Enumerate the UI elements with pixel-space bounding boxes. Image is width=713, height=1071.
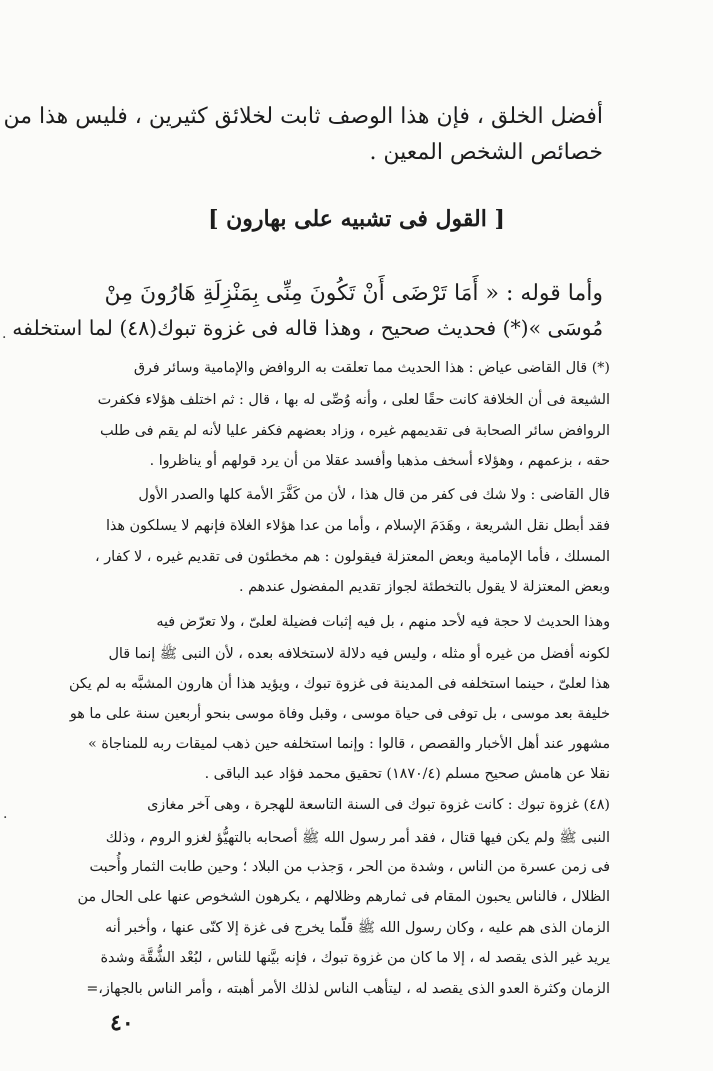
text-line: مُوسَى »(*) فحديث صحيح ، وهذا قاله فى غزوة تبوك(٤٨) لما استخلفه	[12, 316, 603, 340]
text-line: وأما قوله : « أَمَا تَرْضَى أَنْ تَكُونَ مِنِّى بِمَنْزِلَةِ هَارُونَ مِنْ	[104, 281, 603, 306]
section-heading: [ القول فى تشبيه على بهارون ]	[208, 206, 505, 232]
footnote-line: المسلك ، فأما الإمامية وبعض المعتزلة فيقولون : هم مخطئون فى تقديم غيره ، لا كفار ،	[95, 549, 610, 565]
footnote-line: قال القاضى : ولا شك فى كفر من قال هذا ، لأن من كَفَّرَ الأمة كلها والصدر الأول	[138, 487, 610, 503]
text-line: خصائص الشخص المعين .	[369, 140, 603, 165]
footnote-line: فقد أبطل نقل الشريعة ، وهَدَمَ الإسلام ، وأما من عدا هؤلاء الغلاة فإنهم لا يسلكون هذا	[105, 518, 610, 534]
footnote-line: نقلا عن هامش صحيح مسلم (١٨٧٠/٤) تحقيق محمد فؤاد عبد الباقى .	[204, 766, 610, 782]
scan-speck: ·	[2, 330, 7, 346]
footnote-line: لكونه أفضل من غيره أو مثله ، وليس فيه دلالة لاستخلافه بعده ، لأن النبى ﷺ إنما قال	[108, 646, 610, 662]
scan-speck: ·	[3, 810, 8, 826]
footnote-line: فى زمن عسرة من الناس ، وشدة من الحر ، وَجذب من البلاد ؛ وحين طابت الثمار وأُحبت	[89, 859, 610, 875]
text-line: أفضل الخلق ، فإن هذا الوصف ثابت لخلائق كثيرين ، فليس هذا من	[3, 104, 603, 129]
footnote-line: مشهور عند أهل الأخبار والقصص ، قالوا : وإنما استخلفه حين ذهب لميقات ربه للمناجاة »	[88, 736, 610, 752]
footnote-line: حقه ، بزعمهم ، وهؤلاء أسخف مذهبا وأفسد عقلا من أن يرد قولهم أو يناظروا .	[149, 453, 610, 469]
footnote-line: خليفة بعد موسى ، بل توفى فى حياة موسى ، وقبل وفاة موسى بنحو أربعين سنة على ما هو	[69, 706, 610, 722]
footnote-line: الظلال ، فالناس يحبون المقام فى ثمارهم وظلالهم ، يكرهون الشخوص عنها على الحال من	[77, 889, 610, 905]
footnote-line: الزمان وكثرة العدو الذى يقصد له ، ليتأهب الناس لذلك الأمر أهبته ، وأمر الناس بالجهاز،=	[86, 981, 610, 997]
footnote-line: الزمان الذى هم عليه ، وكان رسول الله ﷺ قلّما يخرج فى غزة إلا كنّى عنها ، وأخبر أنه	[105, 920, 610, 936]
footnote-line: (*) قال القاضى عياض : هذا الحديث مما تعلقت به الروافض والإمامية وسائر فرق	[133, 360, 610, 376]
footnote-line: يريد غير الذى يقصد له ، إلا ما كان من غزوة تبوك ، فإنه بيَّنها للناس ، لبُعْد الشُّقَّة وشدة	[100, 950, 610, 966]
footnote-line: وبعض المعتزلة لا يقول بالتخطئة لجواز تقديم المفضول عندهم .	[239, 579, 610, 595]
footnote-line: الشيعة فى أن الخلافة كانت حقًا لعلى ، وأنه وُصِّى له بها ، قال : ثم اختلف هؤلاء فكفرت	[97, 392, 610, 408]
footnote-line: النبى ﷺ ولم يكن فيها قتال ، فقد أمر رسول الله ﷺ أصحابه بالتهيُّؤ لغزو الروم ، وذلك	[105, 830, 610, 846]
footnote-line: وهذا الحديث لا حجة فيه لأحد منهم ، بل فيه إثبات فضيلة لعلىّ ، ولا تعرّض فيه	[156, 614, 610, 630]
footnote-line: (٤٨) غزوة تبوك : كانت غزوة تبوك فى السنة التاسعة للهجرة ، وهى آخر مغازى	[147, 797, 610, 813]
page-number: ٤٠	[110, 1010, 134, 1036]
footnote-line: الروافض سائر الصحابة فى تقديمهم غيره ، وزاد بعضهم فكفر عليا لأنه لم يقم فى طلب	[100, 423, 610, 439]
footnote-line: هذا لعلىّ ، حينما استخلفه فى المدينة فى غزوة تبوك ، ويؤيد هذا أن هارون المشبَّه به لم يكن	[69, 676, 610, 692]
